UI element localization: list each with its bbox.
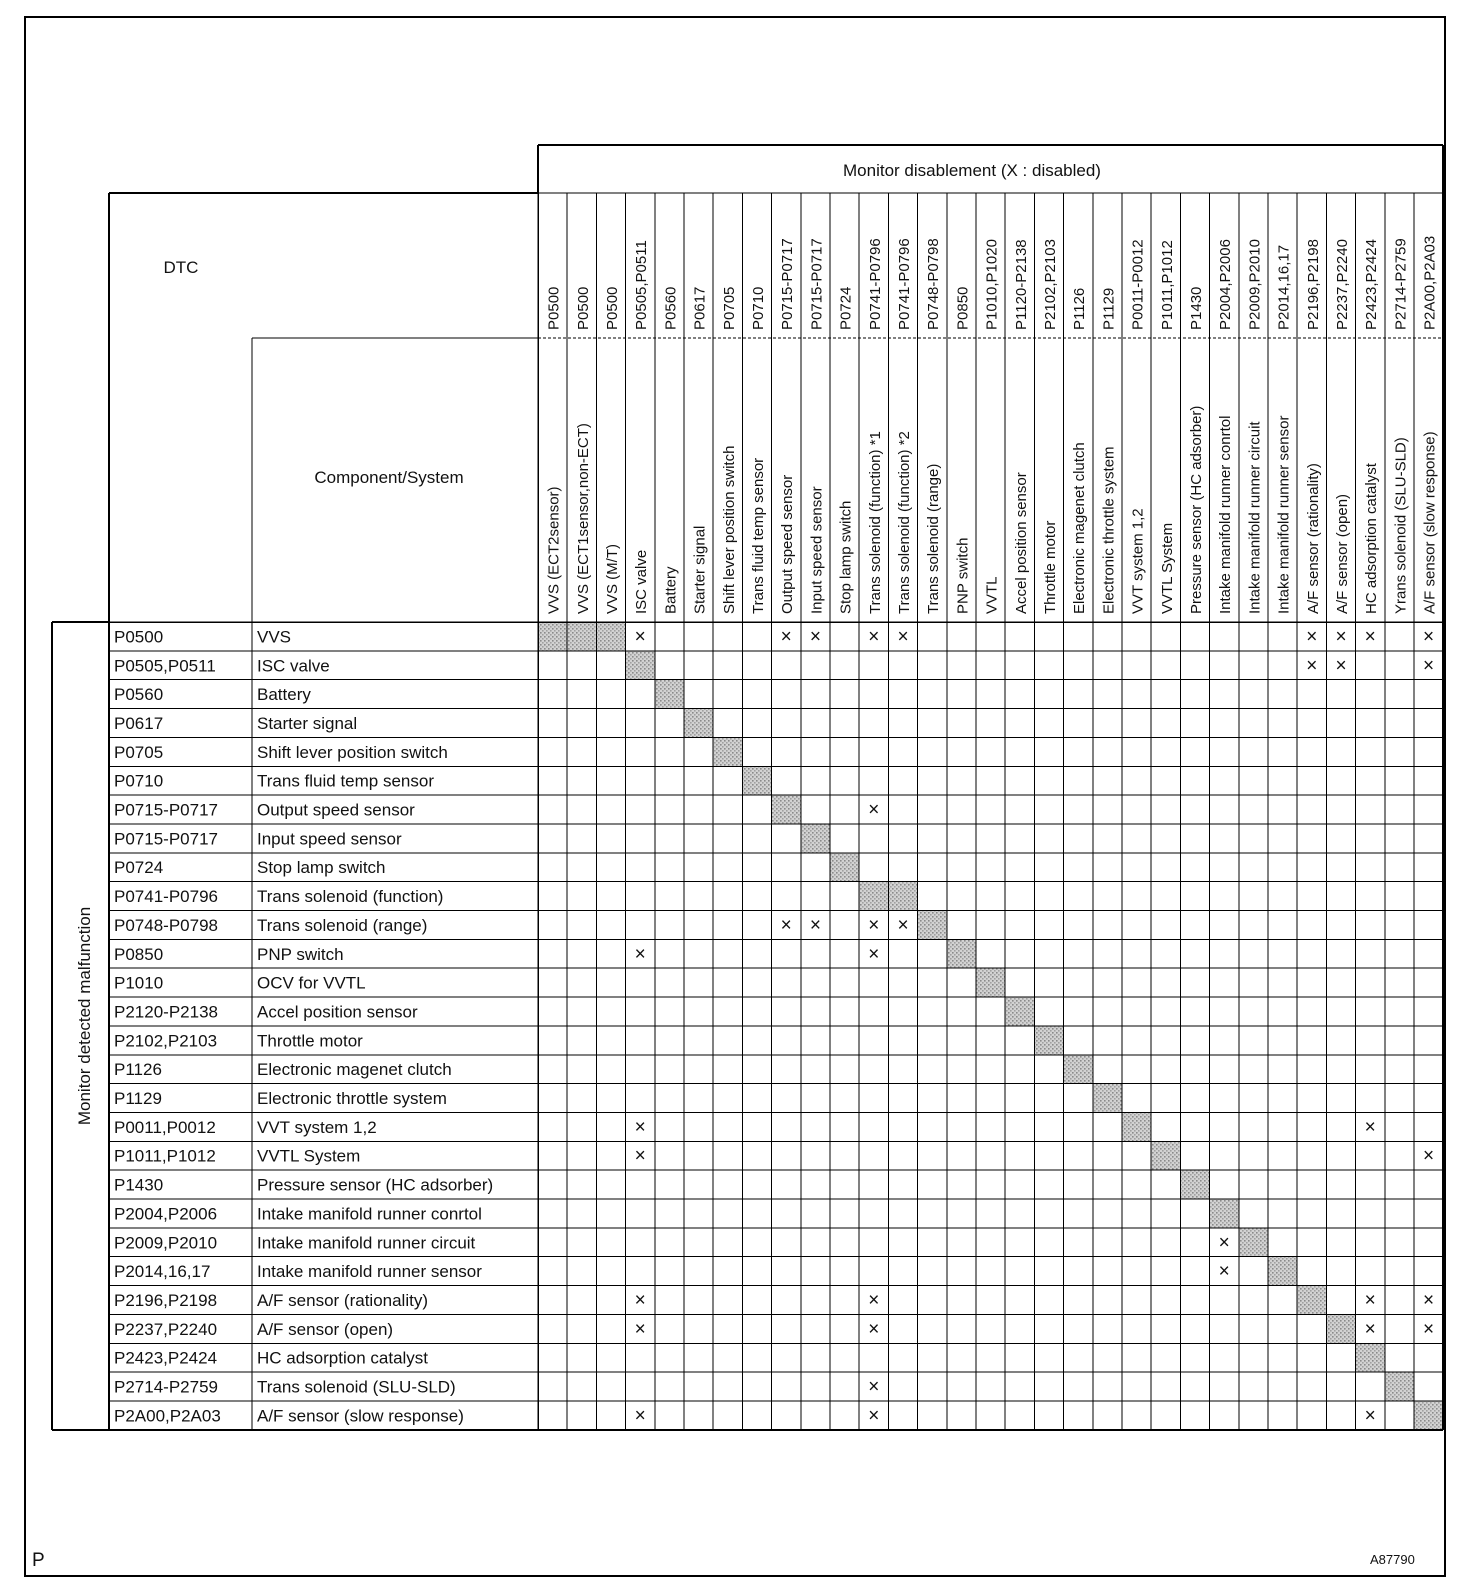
row-component-label: Electronic magenet clutch [257, 1060, 452, 1080]
row-dtc-label: P2714-P2759 [114, 1377, 218, 1397]
row-dtc-label: P0500 [114, 627, 164, 647]
row-component-label: Stop lamp switch [257, 858, 386, 878]
disabled-mark: × [634, 1116, 646, 1138]
disabled-mark: × [868, 1376, 880, 1398]
self-cell-shade [1326, 1314, 1355, 1343]
column-dtc-label: P2714-P2759 [1392, 238, 1410, 330]
table-title: Monitor disablement (X : disabled) [843, 161, 1101, 180]
row-group-label: Monitor detected malfunction [75, 906, 94, 1126]
column-dtc-label: P0505,P0511 [633, 240, 651, 330]
column-dtc-label: P0710 [750, 286, 767, 330]
column-component-label: Throttle motor [1042, 520, 1059, 614]
row-component-label: VVT system 1,2 [257, 1117, 377, 1137]
column-component-label: Output speed sensor [779, 474, 797, 614]
column-component-label: A/F sensor (open) [1334, 493, 1351, 614]
row-dtc-label: P0710 [114, 771, 164, 791]
row-dtc-label: P0741-P0796 [114, 887, 218, 907]
column-dtc-label: P0715-P0717 [779, 238, 797, 330]
self-cell-shade [888, 882, 917, 911]
column-dtc-label: P1126 [1071, 287, 1089, 330]
row-dtc-label: P0715-P0717 [114, 800, 218, 820]
disabled-mark: × [1423, 1289, 1435, 1311]
disabled-mark: × [634, 943, 646, 965]
row-dtc-label: P2004,P2006 [114, 1204, 218, 1224]
row-component-label: PNP switch [257, 944, 344, 964]
self-cell-shade [1297, 1286, 1326, 1315]
column-component-label: Electronic throttle system [1100, 446, 1118, 614]
column-component-label: ISC valve [633, 549, 651, 614]
column-dtc-label: P0715-P0717 [808, 238, 826, 330]
component-header: Component/System [314, 468, 464, 487]
self-cell-shade [1385, 1372, 1414, 1401]
row-dtc-label: P0617 [114, 713, 164, 733]
column-dtc-label: P2237,P2240 [1334, 239, 1351, 330]
row-component-label: Pressure sensor (HC adsorber) [257, 1175, 494, 1195]
column-component-label: VVS (M/T) [604, 544, 621, 614]
self-cell-shade [1093, 1084, 1122, 1113]
self-cell-shade [567, 622, 596, 651]
column-component-label: Trans solenoid (function) *2 [896, 431, 913, 614]
self-cell-shade [1064, 1055, 1093, 1084]
column-component-label: Yrans solenoid (SLU-SLD) [1392, 437, 1410, 614]
disabled-mark: × [780, 626, 792, 648]
self-cell-shade [684, 709, 713, 738]
disabled-mark: × [634, 1405, 646, 1427]
disabled-mark: × [809, 626, 821, 648]
row-component-label: Throttle motor [257, 1031, 363, 1051]
row-component-label: VVTL System [257, 1146, 361, 1166]
column-dtc-label: P0741-P0796 [896, 238, 913, 330]
column-component-label: Trans fluid temp sensor [750, 457, 767, 614]
row-component-label: A/F sensor (rationality) [257, 1290, 428, 1310]
disabled-mark: × [1423, 655, 1435, 677]
column-component-label: Accel position sensor [1012, 472, 1030, 614]
disabled-mark: × [897, 914, 909, 936]
row-dtc-label: P0705 [114, 742, 164, 762]
self-cell-shade [859, 882, 888, 911]
disabled-mark: × [1218, 1261, 1230, 1283]
row-dtc-label: P0560 [114, 685, 164, 705]
row-dtc-label: P2120-P2138 [114, 1002, 218, 1022]
column-dtc-label: P0500 [604, 286, 621, 330]
column-component-label: Intake manifold runner conrtol [1217, 415, 1235, 614]
column-dtc-label: P0560 [662, 286, 680, 330]
disabled-mark: × [1335, 655, 1347, 677]
row-dtc-label: P2102,P2103 [114, 1031, 218, 1051]
disabled-mark: × [868, 1405, 880, 1427]
self-cell-shade [1122, 1112, 1151, 1141]
column-component-label: Electronic magenet clutch [1071, 442, 1089, 614]
self-cell-shade [918, 911, 947, 940]
self-cell-shade [1151, 1141, 1180, 1170]
column-dtc-label: P0705 [720, 286, 738, 330]
disabled-mark: × [1423, 626, 1435, 648]
figure-code: A87790 [1370, 1552, 1415, 1567]
row-component-label: VVS [257, 627, 292, 647]
column-dtc-label: P1010,P1020 [983, 239, 1001, 330]
column-dtc-label: P0850 [954, 286, 972, 330]
column-component-label: Stop lamp switch [837, 500, 855, 614]
self-cell-shade [1268, 1257, 1297, 1286]
disabled-mark: × [868, 1289, 880, 1311]
row-component-label: Input speed sensor [257, 829, 402, 849]
row-dtc-label: P2A00,P2A03 [114, 1406, 221, 1426]
self-cell-shade [1210, 1199, 1239, 1228]
row-dtc-label: P0850 [114, 944, 164, 964]
column-component-label: Battery [662, 566, 680, 614]
disabled-mark: × [1364, 1318, 1376, 1340]
self-cell-shade [1180, 1170, 1209, 1199]
column-component-label: PNP switch [954, 537, 972, 614]
disabled-mark: × [868, 943, 880, 965]
row-component-label: Intake manifold runner circuit [257, 1233, 476, 1253]
row-component-label: A/F sensor (open) [257, 1319, 394, 1339]
disabled-mark: × [868, 799, 880, 821]
column-component-label: Shift lever position switch [720, 445, 738, 614]
column-dtc-label: P1011,P1012 [1158, 240, 1176, 330]
row-dtc-label: P1430 [114, 1175, 164, 1195]
column-component-label: Intake manifold runner sensor [1275, 415, 1293, 614]
column-dtc-label: P2014,16,17 [1275, 244, 1293, 330]
self-cell-shade [830, 853, 859, 882]
row-component-label: Trans fluid temp sensor [257, 771, 434, 791]
self-cell-shade [1239, 1228, 1268, 1257]
row-component-label: Output speed sensor [257, 800, 415, 820]
column-dtc-label: P1430 [1188, 286, 1205, 330]
column-component-label: Trans solenoid (range) [925, 463, 943, 614]
disabled-mark: × [1218, 1232, 1230, 1254]
column-dtc-label: P0011-P0012 [1129, 239, 1147, 330]
row-dtc-label: P1126 [114, 1060, 162, 1080]
column-component-label: VVS (ECT1sensor,non-ECT) [574, 423, 592, 614]
self-cell-shade [772, 795, 801, 824]
column-component-label: VVT system 1,2 [1129, 508, 1147, 614]
self-cell-shade [538, 622, 567, 651]
disabled-mark: × [634, 626, 646, 648]
row-dtc-label: P0724 [114, 858, 164, 878]
self-cell-shade [1356, 1343, 1385, 1372]
column-component-label: A/F sensor (rationality) [1304, 463, 1322, 614]
column-component-label: Input speed sensor [808, 486, 826, 614]
row-component-label: ISC valve [257, 656, 330, 676]
self-cell-shade [713, 737, 742, 766]
row-dtc-label: P0748-P0798 [114, 915, 218, 935]
column-dtc-label: P0741-P0796 [866, 238, 884, 330]
column-component-label: VVS (ECT2sensor) [545, 486, 563, 614]
row-component-label: Shift lever position switch [257, 742, 448, 762]
disabled-mark: × [1306, 626, 1318, 648]
disabled-mark: × [1306, 655, 1318, 677]
column-dtc-label: P0500 [545, 286, 563, 330]
corner-page-letter: P [32, 1550, 45, 1571]
disabled-mark: × [1364, 1405, 1376, 1427]
column-dtc-label: P0617 [691, 286, 709, 330]
row-dtc-label: P2423,P2424 [114, 1348, 218, 1368]
row-component-label: Intake manifold runner sensor [257, 1262, 482, 1282]
self-cell-shade [742, 766, 771, 795]
row-dtc-label: P0505,P0511 [114, 656, 216, 676]
row-dtc-label: P0011,P0012 [114, 1117, 216, 1137]
disabled-mark: × [1423, 1145, 1435, 1167]
row-component-label: OCV for VVTL [257, 973, 366, 993]
row-component-label: Electronic throttle system [257, 1089, 447, 1109]
column-dtc-label: P2009,P2010 [1246, 239, 1264, 330]
column-dtc-label: P2102,P2103 [1042, 239, 1059, 330]
row-component-label: A/F sensor (slow response) [257, 1406, 464, 1426]
row-component-label: Trans solenoid (function) [257, 887, 444, 907]
column-component-label: A/F sensor (slow response) [1421, 431, 1439, 614]
self-cell-shade [976, 968, 1005, 997]
column-component-label: Intake manifold runner circuit [1246, 421, 1264, 614]
disabled-mark: × [634, 1318, 646, 1340]
disabled-mark: × [868, 1318, 880, 1340]
disabled-mark: × [780, 914, 792, 936]
column-component-label: Starter signal [691, 525, 709, 614]
disabled-mark: × [809, 914, 821, 936]
column-component-label: Trans solenoid (function) *1 [866, 431, 884, 614]
disabled-mark: × [1364, 1116, 1376, 1138]
disabled-mark: × [1364, 1289, 1376, 1311]
disabled-mark: × [1364, 626, 1376, 648]
disabled-mark: × [634, 1289, 646, 1311]
row-component-label: Accel position sensor [257, 1002, 418, 1022]
column-component-label: HC adsorption catalyst [1363, 463, 1381, 614]
row-dtc-label: P2009,P2010 [114, 1233, 218, 1253]
self-cell-shade [626, 651, 655, 680]
row-component-label: Battery [257, 685, 311, 705]
column-dtc-label: P0748-P0798 [925, 238, 943, 330]
row-component-label: Intake manifold runner conrtol [257, 1204, 482, 1224]
dtc-header: DTC [163, 258, 199, 277]
disabled-mark: × [634, 1145, 646, 1167]
column-dtc-label: P1129 [1100, 287, 1118, 330]
self-cell-shade [596, 622, 625, 651]
row-dtc-label: P0715-P0717 [114, 829, 218, 849]
row-component-label: Trans solenoid (range) [257, 915, 428, 935]
disabled-mark: × [868, 914, 880, 936]
column-component-label: VVTL System [1158, 522, 1176, 614]
row-dtc-label: P2237,P2240 [114, 1319, 218, 1339]
disabled-mark: × [897, 626, 909, 648]
row-component-label: Starter signal [257, 713, 358, 733]
disabled-mark: × [868, 626, 880, 648]
column-dtc-label: P2196,P2198 [1304, 239, 1322, 330]
row-dtc-label: P1011,P1012 [114, 1146, 216, 1166]
self-cell-shade [801, 824, 830, 853]
disabled-mark: × [1423, 1318, 1435, 1340]
column-dtc-label: P1120-P2138 [1012, 239, 1030, 330]
self-cell-shade [655, 680, 684, 709]
self-cell-shade [1414, 1401, 1443, 1430]
disabled-mark: × [1335, 626, 1347, 648]
column-dtc-label: P0500 [574, 286, 592, 330]
row-dtc-label: P1129 [114, 1089, 162, 1109]
row-dtc-label: P2014,16,17 [114, 1262, 211, 1282]
row-dtc-label: P1010 [114, 973, 164, 993]
self-cell-shade [947, 939, 976, 968]
column-dtc-label: P0724 [837, 286, 855, 330]
row-component-label: HC adsorption catalyst [257, 1348, 429, 1368]
column-dtc-label: P2004,P2006 [1217, 239, 1235, 330]
self-cell-shade [1034, 1026, 1063, 1055]
self-cell-shade [1005, 997, 1034, 1026]
column-component-label: Pressure sensor (HC adsorber) [1188, 405, 1205, 614]
row-component-label: Trans solenoid (SLU-SLD) [257, 1377, 456, 1397]
column-dtc-label: P2A00,P2A03 [1421, 235, 1439, 330]
row-dtc-label: P2196,P2198 [114, 1290, 218, 1310]
column-component-label: VVTL [983, 576, 1001, 614]
column-dtc-label: P2423,P2424 [1363, 239, 1381, 330]
